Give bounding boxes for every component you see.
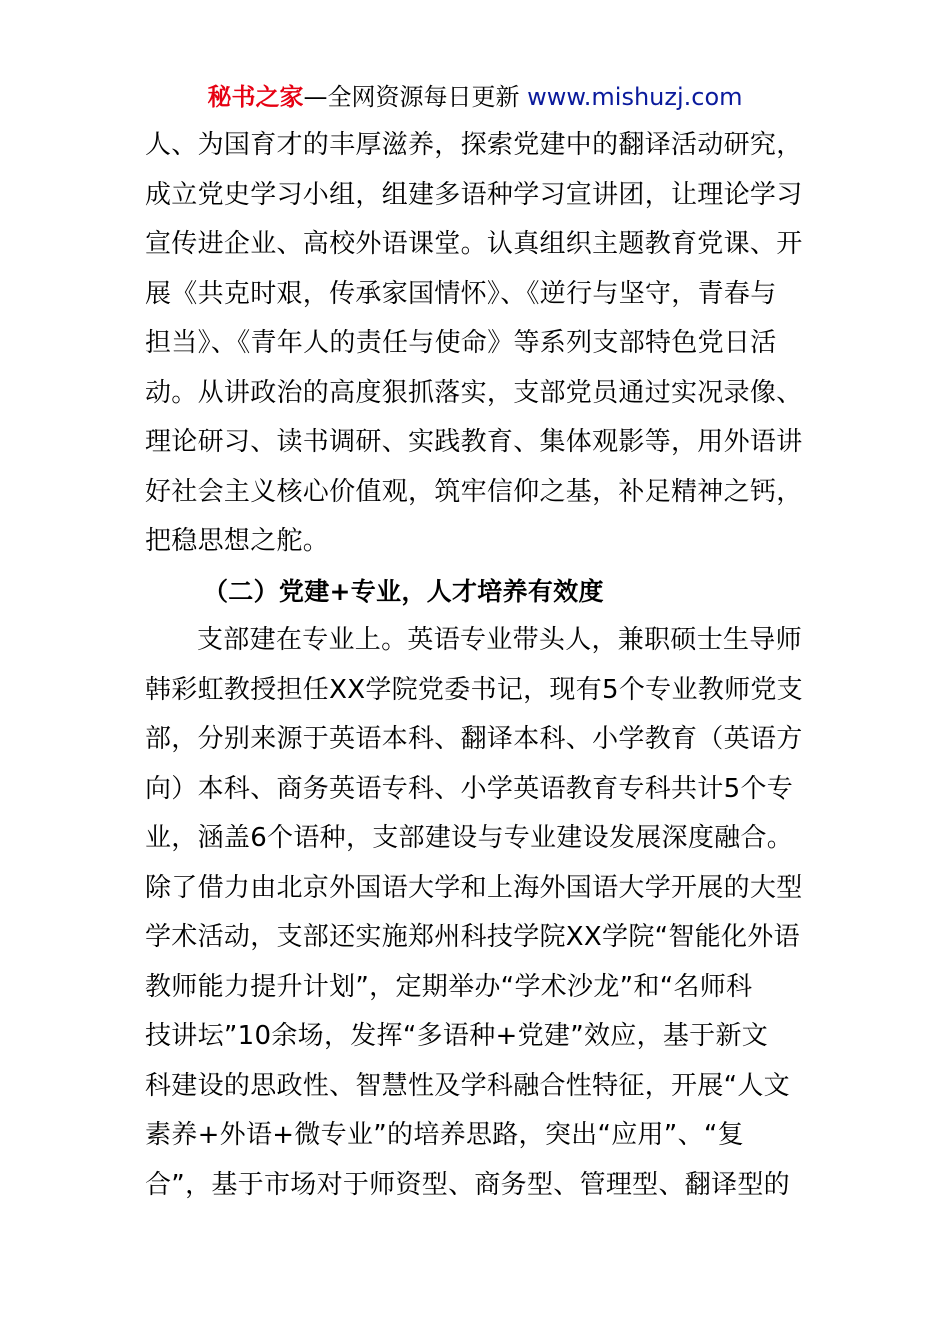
paragraph-line: 动。从讲政治的高度狠抓落实，支部党员通过实况录像、 xyxy=(145,377,803,408)
paragraph-line: 业，涵盖6个语种，支部建设与专业建设发展深度融合。 xyxy=(145,823,794,853)
section-heading: （二）党建+专业，人才培养有效度 xyxy=(203,576,604,606)
paragraph-line: 宣传进企业、高校外语课堂。认真组织主题教育党课、开 xyxy=(145,229,803,259)
paragraph-line: 教师能力提升计划”，定期举办“学术沙龙”和“名师科 xyxy=(145,971,753,1002)
paragraph-line: 成立党史学习小组，组建多语种学习宣讲团，让理论学习 xyxy=(145,179,803,210)
paragraph-line: 技讲坛”10余场，发挥“多语种+党建”效应，基于新文 xyxy=(145,1021,769,1051)
site-tagline: —全网资源每日更新 xyxy=(303,83,528,111)
paragraph-line: 担当》、《青年人的责任与使命》等系列支部特色党日活 xyxy=(145,328,777,358)
site-header xyxy=(0,80,950,114)
paragraph-line: 合”，基于市场对于师资型、商务型、管理型、翻译型的 xyxy=(145,1169,790,1200)
paragraph-line: 部，分别来源于英语本科、翻译本科、小学教育（英语方 xyxy=(145,724,803,754)
paragraph-line: 支部建在专业上。英语专业带头人，兼职硕士生导师 xyxy=(197,625,802,655)
site-url-link[interactable]: www.mishuzj.com xyxy=(527,83,743,111)
paragraph-line: 科建设的思政性、智慧性及学科融合性特征，开展“人文 xyxy=(145,1070,790,1101)
paragraph-line: 向）本科、商务英语专科、小学英语教育专科共计5个专 xyxy=(145,773,794,804)
paragraph-line: 学术活动，支部还实施郑州科技学院XX学院“智能化外语 xyxy=(145,922,800,952)
paragraph-line: 好社会主义核心价值观，筑牢信仰之基，补足精神之钙， xyxy=(145,476,803,507)
paragraph-line: 把稳思想之舵。 xyxy=(145,526,330,556)
paragraph-line: 素养+外语+微专业”的培养思路，突出“应用”、“复 xyxy=(145,1120,744,1150)
paragraph-line: 展《共克时艰，传承家国情怀》、《逆行与坚守，青春与 xyxy=(145,278,777,309)
paragraph-line: 韩彩虹教授担任XX学院党委书记，现有5个专业教师党支 xyxy=(145,674,803,705)
paragraph-line: 除了借力由北京外国语大学和上海外国语大学开展的大型 xyxy=(145,872,803,903)
paragraph-line: 人、为国育才的丰厚滋养，探索党建中的翻译活动研究， xyxy=(145,130,803,160)
paragraph-line: 理论研习、读书调研、实践教育、集体观影等，用外语讲 xyxy=(145,427,803,457)
document-body xyxy=(145,121,810,1210)
site-brand: 秘书之家 xyxy=(207,83,304,111)
